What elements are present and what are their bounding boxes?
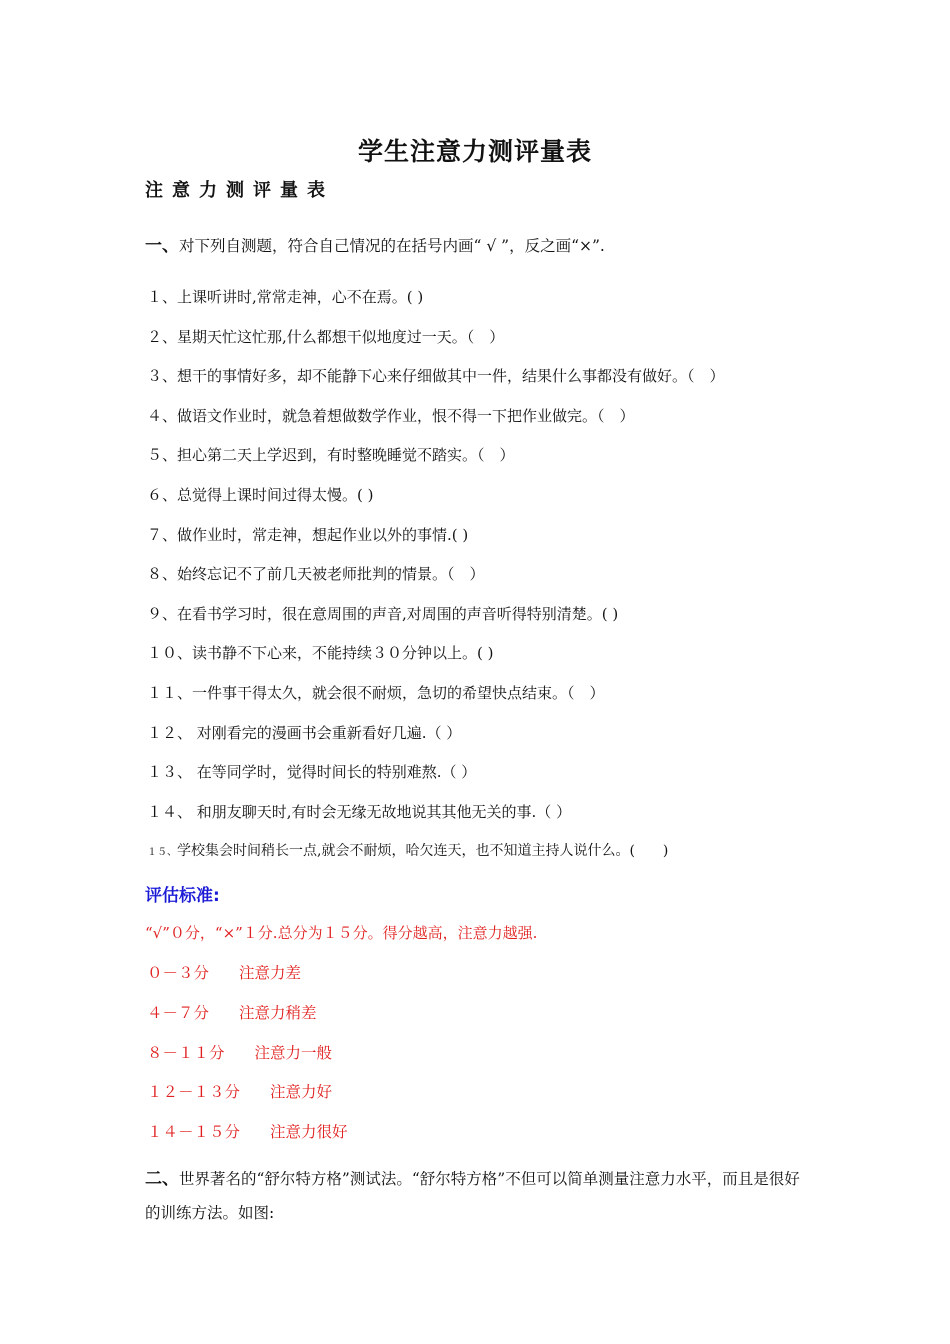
score-label: 注意力一般 [254, 1043, 333, 1062]
score-level [147, 962, 348, 1002]
question-item: １２、 对刚看完的漫画书会重新看好几遍.（ ） [147, 723, 462, 742]
question-item: ３、想干的事情好多，却不能静下心来仔细做其中一件，结果什么事都没有做好。（ ） [147, 367, 725, 386]
question-item: ６、总觉得上课时间过得太慢。( ) [147, 485, 374, 504]
score-range: ４－７分 [147, 1003, 210, 1022]
score-level [147, 1081, 348, 1121]
question-item: ５、担心第二天上学迟到，有时整晚睡觉不踏实。（ ） [147, 446, 515, 465]
evaluation-description: “√”０分，“×”１分.总分为１５分。得分越高，注意力越强. [145, 924, 538, 942]
question-item: １、上课听讲时,常常走神，心不在焉。( ) [147, 288, 424, 306]
question-item: ２、星期天忙这忙那,什么都想干似地度过一天。（ ） [147, 327, 505, 346]
score-level [147, 1002, 348, 1042]
score-level [147, 1042, 348, 1082]
question-item: ８、始终忘记不了前几天被老师批判的情景。（ ） [147, 565, 485, 584]
score-label: 注意力稍差 [239, 1003, 317, 1022]
question-item: １３、 在等同学时，觉得时间长的特别难熬.（ ） [147, 763, 477, 782]
score-label: 注意力很好 [270, 1123, 348, 1142]
score-level [147, 1121, 348, 1161]
section-one-text: 对下列自测题，符合自己情况的在括号内画“ √ ”，反之画“×”. [179, 237, 605, 255]
question-list [147, 286, 725, 880]
question-item: １４、 和朋友聊天时,有时会无缘无故地说其其他无关的事.（ ） [147, 802, 572, 821]
document-subtitle: 注意力测评量表 [145, 180, 334, 201]
question-item [147, 840, 725, 880]
score-level-list [147, 962, 348, 1161]
question-item: １１、一件事干得太久，就会很不耐烦，急切的希望快点结束。（ ） [147, 683, 605, 702]
score-label: 注意力好 [270, 1083, 333, 1102]
question-number: １５、 [147, 847, 177, 859]
score-range: ０－３分 [147, 964, 210, 982]
section-two-number: 二、 [145, 1169, 179, 1189]
question-item: ４、做语文作业时，就急着想做数学作业，恨不得一下把作业做完。（ ） [147, 406, 635, 425]
question-item: １０、读书静不下心来，不能持续３０分钟以上。( ) [147, 644, 494, 663]
question-text: 学校集会时间稍长一点,就会不耐烦，哈欠连天，也不知道主持人说什么。( ) [177, 843, 669, 860]
score-range: ８－１１分 [147, 1043, 225, 1062]
score-range: １４－１５分 [147, 1123, 241, 1142]
question-item: ７、做作业时，常走神，想起作业以外的事情.( ) [147, 525, 469, 544]
section-two-paragraph [145, 1162, 805, 1230]
document-title: 学生注意力测评量表 [357, 137, 592, 166]
question-item: ９、在看书学习时，很在意周围的声音,对周围的声音听得特别清楚。( ) [147, 604, 619, 623]
score-label: 注意力差 [239, 964, 302, 982]
section-one-number: 一、 [145, 236, 179, 256]
evaluation-title: 评估标准: [145, 886, 220, 906]
section-one-instruction [145, 231, 605, 256]
section-two-text: 世界著名的“舒尔特方格”测试法。“舒尔特方格”不但可以简单测量注意力水平，而且是很好的训练方法。如图: [145, 1170, 800, 1222]
score-range: １２－１３分 [147, 1083, 241, 1102]
